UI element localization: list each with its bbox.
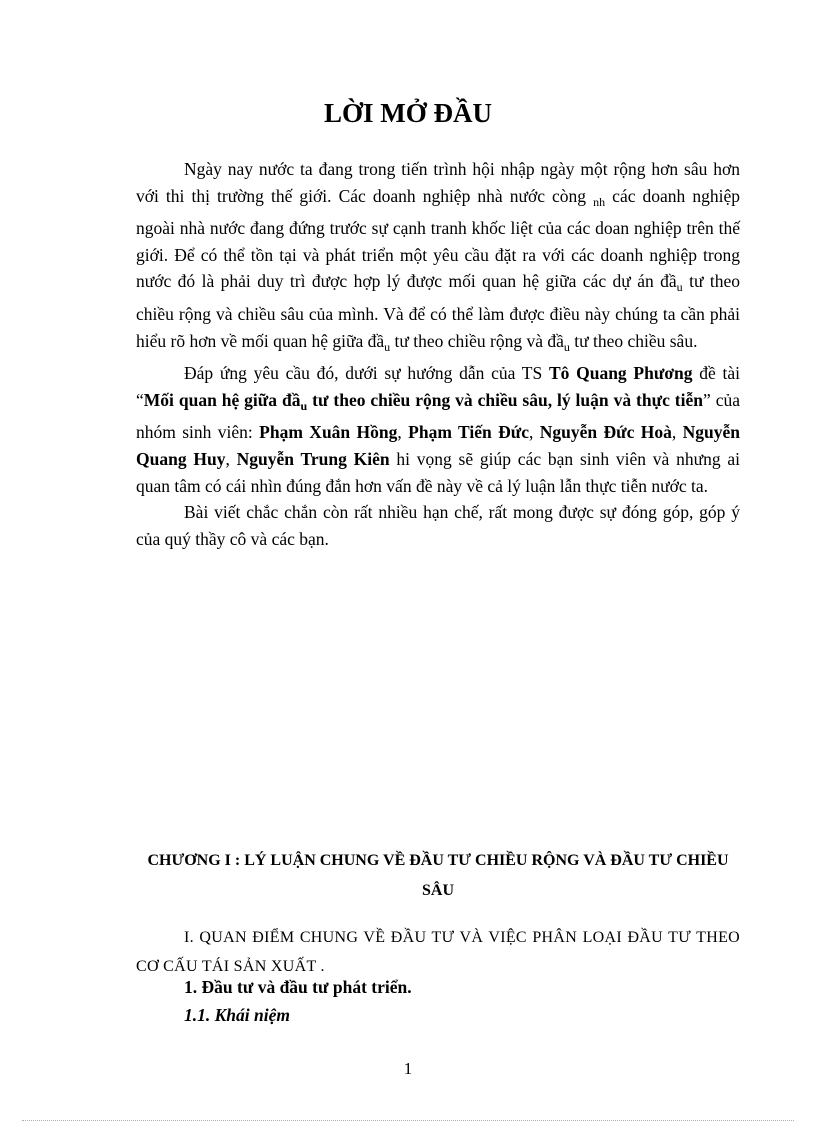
text-run: đề tài “: [136, 363, 740, 410]
student-name: Phạm Xuân Hồng: [259, 422, 398, 443]
text-run: ,: [528, 422, 540, 443]
page-title: LỜI MỞ ĐẦU: [324, 98, 492, 128]
text-run: ,: [225, 448, 237, 469]
student-name: Nguyễn Đức Hoà: [539, 422, 672, 443]
intro-paragraph-3: Bài viết chắc chắn còn rất nhiều hạn chế, rất mong được sự đóng góp, góp ý của quý thầy cô và các bạn.: [136, 502, 740, 549]
page-footer-divider: [22, 1120, 794, 1121]
subscript-text: nh: [593, 194, 606, 209]
intro-paragraph-2: [136, 360, 740, 499]
section-heading: I. QUAN ĐIỂM CHUNG VỀ ĐẦU TƯ VÀ VIỆC PHÂN LOẠI ĐẦU TƯ THEO CƠ CẤU TÁI SẢN XUẤT .: [136, 929, 740, 975]
text-run: tư theo chiều rộng và đầ: [390, 330, 564, 351]
page-number: 1: [403, 1059, 413, 1078]
text-run: ,: [671, 422, 683, 443]
subscript-text: u: [676, 280, 683, 295]
text-run: hi vọng sẽ giúp các bạn sinh viên và nhưng ai quan tâm có cái nhìn đúng đắn hơn vấn đề này về cả lý luận lẫn thực tiễn nước ta.: [136, 448, 741, 496]
subscript-text: u: [563, 339, 570, 354]
text-run: tư theo chiều sâu.: [569, 330, 698, 351]
topic-title: tư theo chiều rộng và chiều sâu, lý luận và thực tiễn: [307, 389, 703, 410]
student-name: Phạm Tiến Đức: [408, 422, 529, 443]
topic-title: Mối quan hệ giữa đầ: [143, 389, 301, 410]
text-run: các doanh nghiệp ngoài nhà nước đang đứng trước sự cạnh tranh khốc liệt của các doan nghiệp trên thế giới. Để có thể tồn tại và phát triển một yêu cầu đặt ra với các doanh nghiệp trong nước đó là phải duy trì được hợp lý được mối quan hệ giữa các dự án đầ: [136, 185, 740, 292]
text-run: tư theo chiều rộng và chiều sâu của mình. Và để có thể làm được điều này chúng ta cần phải hiểu rõ hơn về mối quan hệ giữa đầ: [136, 271, 741, 351]
text-run: ” của nhóm sinh viên:: [136, 389, 740, 443]
text-run: ,: [397, 422, 409, 443]
intro-paragraph-1: [136, 156, 740, 360]
subsection-heading: 1. Đầu tư và đầu tư phát triển.: [184, 977, 412, 997]
text-run: Ngày nay nước ta đang trong tiến trình hội nhập ngày một rộng hơn sâu hơn với thi thị trường thế giới. Các doanh nghiệp nhà nước còng: [136, 159, 740, 206]
student-name: Nguyễn Trung Kiên: [236, 448, 390, 469]
intro-section: [136, 156, 740, 552]
text-run: Đáp ứng yêu cầu đó, dưới sự hướng dẫn của TS: [184, 363, 549, 384]
subsubsection-heading: 1.1. Khái niệm: [184, 1005, 290, 1025]
advisor-name: Tô Quang Phương: [548, 363, 693, 384]
chapter-title: CHƯƠNG I : LÝ LUẬN CHUNG VỀ ĐẦU TƯ CHIỀU RỘNG VÀ ĐẦU TƯ CHIỀU SÂU: [147, 852, 729, 899]
subscript-text: u: [300, 398, 308, 413]
subscript-text: u: [384, 339, 391, 354]
student-name: Nguyễn Quang Huy: [136, 422, 741, 469]
